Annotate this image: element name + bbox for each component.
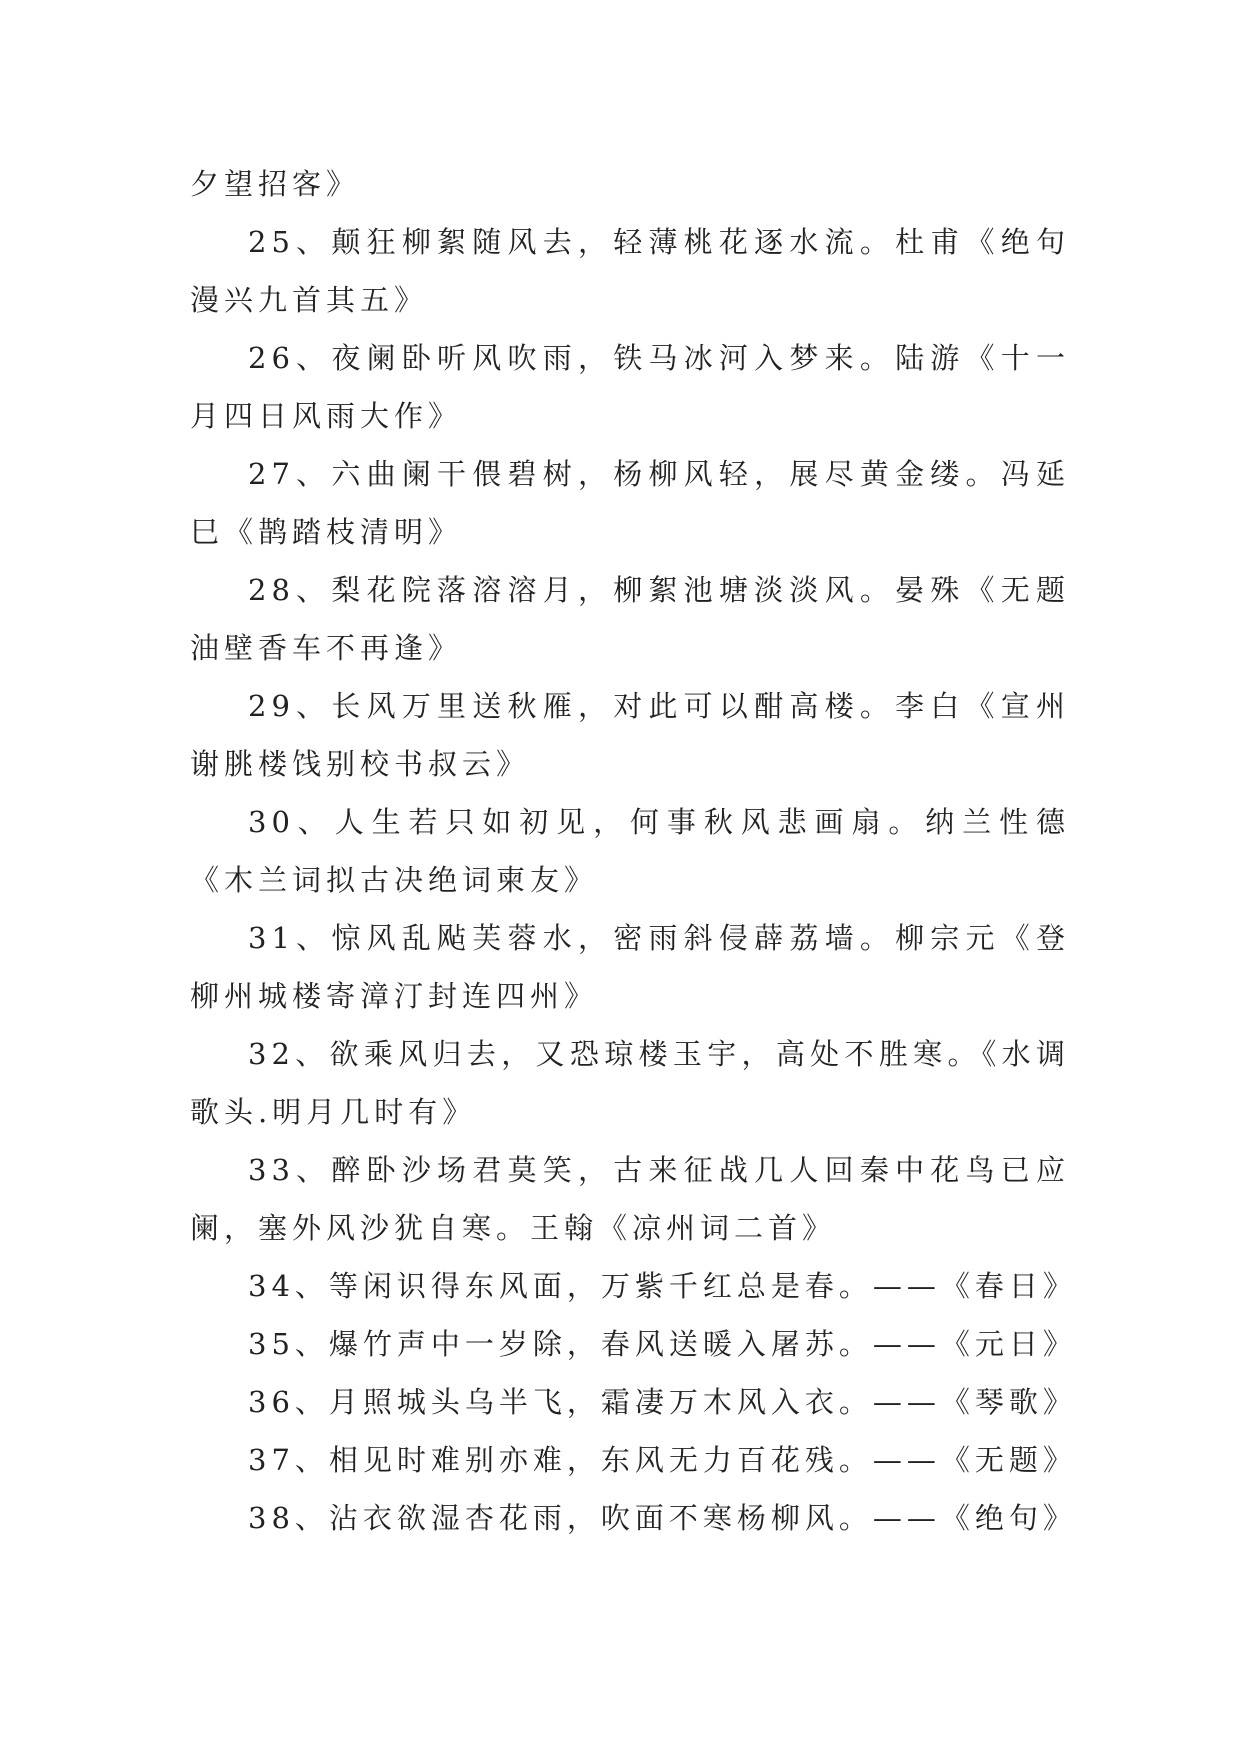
document-body <box>190 155 1077 1547</box>
paragraph-38: 38、沾衣欲湿杏花雨，吹面不寒杨柳风。——《绝句》 <box>248 1501 1077 1535</box>
paragraph-36: 36、月照城头乌半飞，霜凄万木风入衣。——《琴歌》 <box>248 1385 1077 1419</box>
paragraph-34: 34、等闲识得东风面，万紫千红总是春。——《春日》 <box>248 1269 1077 1303</box>
paragraph-25: 25、颠狂柳絮随风去，轻薄桃花逐水流。杜甫《绝句漫兴九首其五》 <box>190 225 1070 317</box>
paragraph-33: 33、醉卧沙场君莫笑，古来征战几人回秦中花鸟已应阑，塞外风沙犹自寒。王翰《凉州词二首》 <box>190 1153 1070 1245</box>
paragraph-26: 26、夜阑卧听风吹雨，铁马冰河入梦来。陆游《十一月四日风雨大作》 <box>190 341 1070 433</box>
paragraph-30: 30、人生若只如初见，何事秋风悲画扇。纳兰性德《木兰词拟古决绝词柬友》 <box>190 805 1070 897</box>
paragraph-32: 32、欲乘风归去，又恐琼楼玉宇，高处不胜寒。《水调歌头.明月几时有》 <box>190 1037 1070 1129</box>
paragraph-28: 28、梨花院落溶溶月，柳絮池塘淡淡风。晏殊《无题油壁香车不再逢》 <box>190 573 1070 665</box>
paragraph-continuation: 夕望招客》 <box>190 167 361 201</box>
paragraph-37: 37、相见时难别亦难，东风无力百花残。——《无题》 <box>248 1443 1077 1477</box>
paragraph-35: 35、爆竹声中一岁除，春风送暖入屠苏。——《元日》 <box>248 1327 1077 1361</box>
paragraph-29: 29、长风万里送秋雁，对此可以酣高楼。李白《宣州谢朓楼饯别校书叔云》 <box>190 689 1070 781</box>
paragraph-27: 27、六曲阑干偎碧树，杨柳风轻，展尽黄金缕。冯延巳《鹊踏枝清明》 <box>190 457 1070 549</box>
paragraph-31: 31、惊风乱飐芙蓉水，密雨斜侵薜荔墙。柳宗元《登柳州城楼寄漳汀封连四州》 <box>190 921 1070 1013</box>
